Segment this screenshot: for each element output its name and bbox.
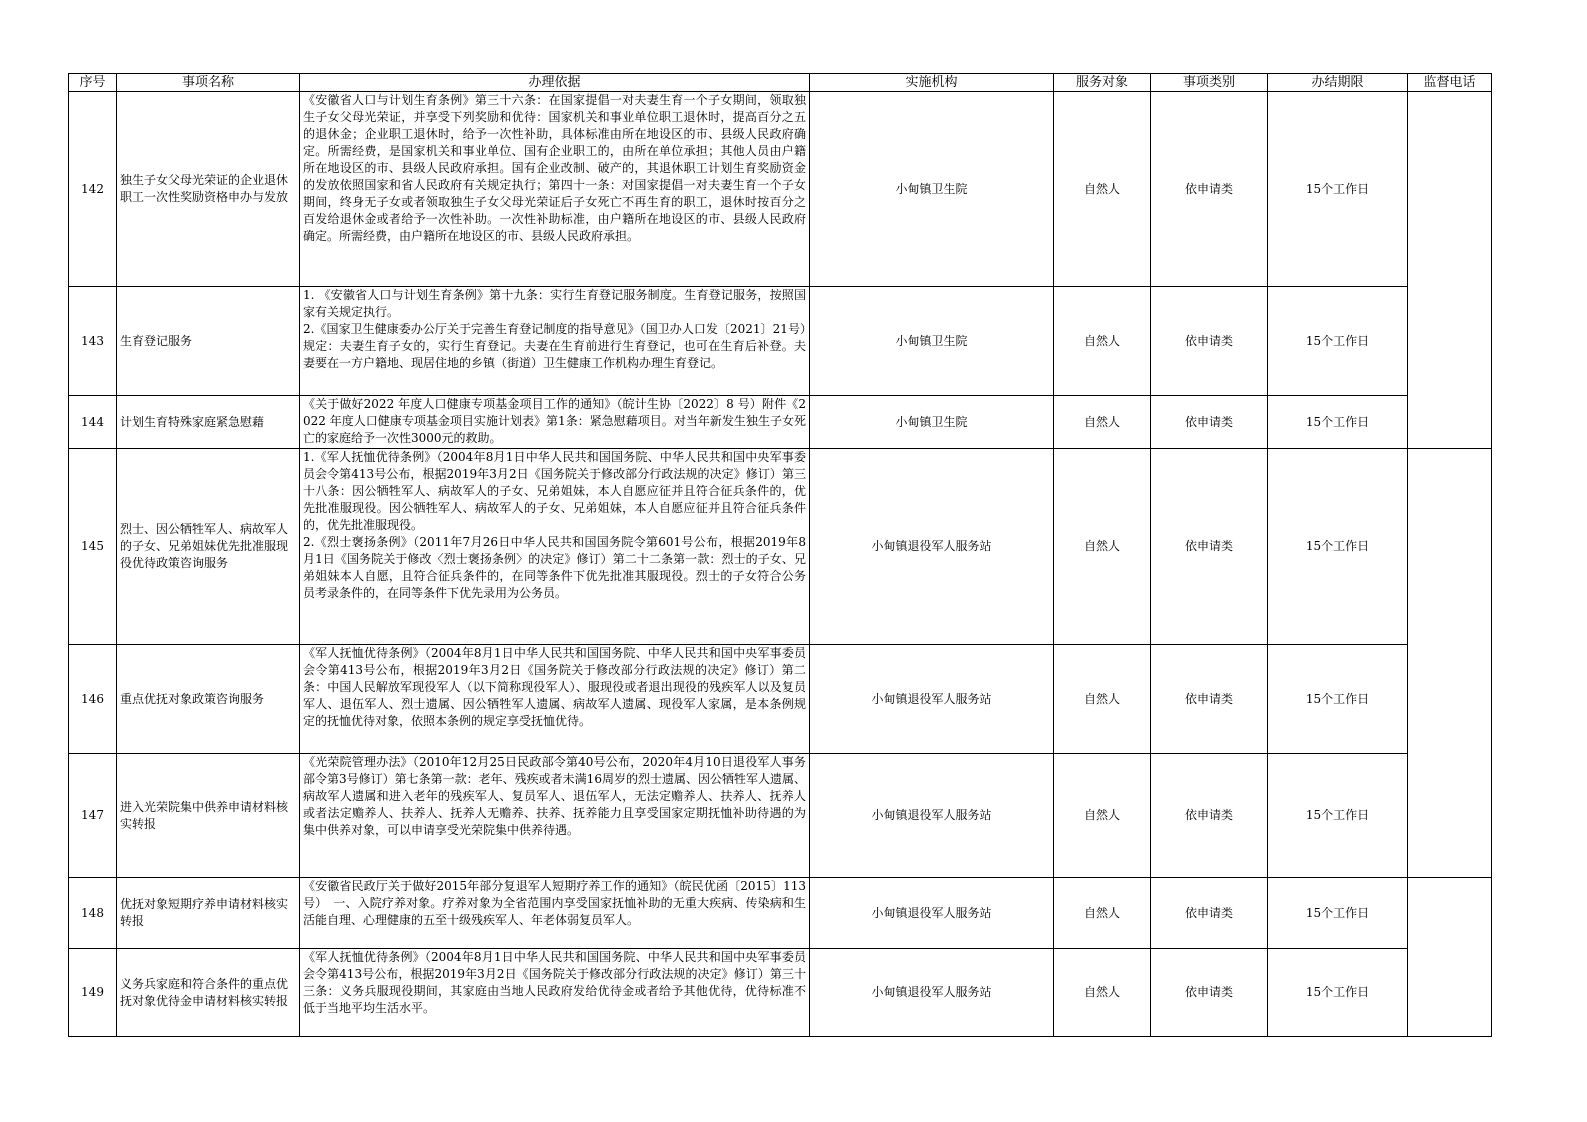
- item-type: 依申请类: [1151, 449, 1268, 645]
- implementing-agency: 小甸镇卫生院: [810, 92, 1054, 287]
- implementing-agency: 小甸镇退役军人服务站: [810, 878, 1054, 949]
- implementing-agency: 小甸镇退役军人服务站: [810, 449, 1054, 645]
- header-target: 服务对象: [1054, 74, 1151, 92]
- service-items-table: [68, 73, 1492, 1037]
- implementing-agency: 小甸镇卫生院: [810, 287, 1054, 396]
- row-number: 149: [69, 949, 117, 1037]
- legal-basis: [300, 949, 810, 1037]
- legal-basis-paragraph: 1. 《安徽省人口与计划生育条例》第十九条：实行生育登记服务制度。生育登记服务，按照国家有关规定执行。: [303, 288, 806, 319]
- item-name: 烈士、因公牺牲军人、病故军人的子女、兄弟姐妹优先批准服现役优待政策咨询服务: [117, 449, 300, 645]
- legal-basis-paragraph: 《安徽省人口与计划生育条例》第三十六条：在国家提倡一对夫妻生育一个子女期间，领取独生子女父母光荣证，并享受下列奖励和优待：国家机关和事业单位职工退休时，提高百分之五的退休金；企业职工退休时，给予一次性补助，具体标准由所在地设区的市、县级人民政府确定。所需经费，是国家机关和事业单位、国有企业职工的，由所在单位承担；其他人员由户籍所在地设区的市、县级人民政府承担。国有企业改制、破产的，其退休职工计划生育奖励资金的发放依照国家和省人民政府有关规定执行；第四十一条：对国家提倡一对夫妻生育一个子女期间，终身无子女或者领取独生子女父母光荣证后子女死亡不再生育的职工，退休时按百分之百发给退休金或者给予一次性补助。一次性补助标准，由户籍所在地设区的市、县级人民政府确定。所需经费，由户籍所在地设区的市、县级人民政府承担。: [303, 93, 806, 243]
- implementing-agency: 小甸镇退役军人服务站: [810, 754, 1054, 878]
- service-target: 自然人: [1054, 754, 1151, 878]
- table-row: [69, 949, 1492, 1037]
- item-name: 独生子女父母光荣证的企业退休职工一次性奖励资格申办与发放: [117, 92, 300, 287]
- header-deadline: 办结期限: [1268, 74, 1408, 92]
- header-row: [69, 74, 1492, 92]
- header-type: 事项类别: [1151, 74, 1268, 92]
- row-number: 148: [69, 878, 117, 949]
- legal-basis-paragraph: 2.《烈士褒扬条例》（2011年7月26日中华人民共和国国务院令第601号公布，根据2019年8月1日《国务院关于修改〈烈士褒扬条例〉的决定》修订）第二十二条第一款：烈士的子女、兄弟姐妹本人自愿，且符合征兵条件的，在同等条件下优先批准其服现役。烈士的子女符合公务员考录条件的，在同等条件下优先录用为公务员。: [303, 535, 806, 600]
- legal-basis-paragraph: 《关于做好2022 年度人口健康专项基金项目工作的通知》（皖计生协〔2022〕8 号）附件《2022 年度人口健康专项基金项目实施计划表》第1条：紧急慰藉项目。对当年新发生独生子女死亡的家庭给予一次性3000元的救助。: [303, 397, 806, 445]
- completion-deadline: 15个工作日: [1268, 287, 1408, 396]
- table-row: [69, 449, 1492, 645]
- implementing-agency: 小甸镇卫生院: [810, 396, 1054, 449]
- table-row: [69, 645, 1492, 754]
- header-no: 序号: [69, 74, 117, 92]
- row-number: 146: [69, 645, 117, 754]
- legal-basis: [300, 645, 810, 754]
- table-row: [69, 287, 1492, 396]
- implementing-agency: 小甸镇退役军人服务站: [810, 949, 1054, 1037]
- row-number: 147: [69, 754, 117, 878]
- service-target: 自然人: [1054, 287, 1151, 396]
- legal-basis-paragraph: 1.《军人抚恤优待条例》（2004年8月1日中华人民共和国国务院、中华人民共和国中央军事委员会令第413号公布，根据2019年3月2日《国务院关于修改部分行政法规的决定》修订）第三十八条：因公牺牲军人、病故军人的子女、兄弟姐妹，本人自愿应征并且符合征兵条件的，优先批准服现役。因公牺牲军人、病故军人的子女、兄弟姐妹，本人自愿应征并且符合征兵条件的，优先批准服现役。: [303, 450, 806, 532]
- header-agency: 实施机构: [810, 74, 1054, 92]
- item-name: 重点优抚对象政策咨询服务: [117, 645, 300, 754]
- completion-deadline: 15个工作日: [1268, 878, 1408, 949]
- completion-deadline: 15个工作日: [1268, 754, 1408, 878]
- completion-deadline: 15个工作日: [1268, 949, 1408, 1037]
- service-target: 自然人: [1054, 949, 1151, 1037]
- item-type: 依申请类: [1151, 92, 1268, 287]
- service-target: 自然人: [1054, 396, 1151, 449]
- header-basis: 办理依据: [300, 74, 810, 92]
- legal-basis: [300, 92, 810, 287]
- table-row: [69, 396, 1492, 449]
- legal-basis: [300, 878, 810, 949]
- completion-deadline: 15个工作日: [1268, 449, 1408, 645]
- completion-deadline: 15个工作日: [1268, 396, 1408, 449]
- supervision-phone-cell: [1408, 92, 1492, 449]
- item-name: 进入光荣院集中供养申请材料核实转报: [117, 754, 300, 878]
- legal-basis: [300, 754, 810, 878]
- legal-basis-paragraph: 《光荣院管理办法》（2010年12月25日民政部令第40号公布，2020年4月10日退役军人事务部令第3号修订）第七条第一款：老年、残疾或者未满16周岁的烈士遗属、因公牺牲军人遗属、病故军人遗属和进入老年的残疾军人、复员军人、退伍军人，无法定赡养人、扶养人、抚养人或者法定赡养人、扶养人、抚养人无赡养、扶养、抚养能力且享受国家定期抚恤补助待遇的为集中供养对象，可以申请享受光荣院集中供养待遇。: [303, 755, 806, 837]
- table-row: [69, 92, 1492, 287]
- item-name: 义务兵家庭和符合条件的重点优抚对象优待金申请材料核实转报: [117, 949, 300, 1037]
- supervision-phone-cell: [1408, 449, 1492, 878]
- item-type: 依申请类: [1151, 287, 1268, 396]
- item-name: 优抚对象短期疗养申请材料核实转报: [117, 878, 300, 949]
- legal-basis: [300, 449, 810, 645]
- supervision-phone-cell: [1408, 878, 1492, 1037]
- legal-basis-paragraph: 《军人抚恤优待条例》（2004年8月1日中华人民共和国国务院、中华人民共和国中央军事委员会令第413号公布，根据2019年3月2日《国务院关于修改部分行政法规的决定》修订）第三十三条：义务兵服现役期间，其家庭由当地人民政府发给优待金或者给予其他优待，优待标准不低于当地平均生活水平。: [303, 950, 806, 1015]
- completion-deadline: 15个工作日: [1268, 645, 1408, 754]
- table-row: [69, 878, 1492, 949]
- table-row: [69, 754, 1492, 878]
- completion-deadline: 15个工作日: [1268, 92, 1408, 287]
- legal-basis-paragraph: 《安徽省民政厅关于做好2015年部分复退军人短期疗养工作的通知》（皖民优函〔2015〕113号） 一、入院疗养对象。疗养对象为全省范围内享受国家抚恤补助的无重大疾病、传染病和生活能自理、心理健康的五至十级残疾军人、年老体弱复员军人。: [303, 879, 806, 927]
- implementing-agency: 小甸镇退役军人服务站: [810, 645, 1054, 754]
- legal-basis-paragraph: 2.《国家卫生健康委办公厅关于完善生育登记制度的指导意见》（国卫办人口发〔2021〕21号）规定：夫妻生育子女的，实行生育登记。夫妻在生育前进行生育登记，也可在生育后补登。夫妻要在一方户籍地、现居住地的乡镇（街道）卫生健康工作机构办理生育登记。: [303, 322, 806, 370]
- header-name: 事项名称: [117, 74, 300, 92]
- row-number: 144: [69, 396, 117, 449]
- row-number: 145: [69, 449, 117, 645]
- row-number: 142: [69, 92, 117, 287]
- item-type: 依申请类: [1151, 949, 1268, 1037]
- item-name: 生育登记服务: [117, 287, 300, 396]
- item-type: 依申请类: [1151, 878, 1268, 949]
- item-type: 依申请类: [1151, 645, 1268, 754]
- header-phone: 监督电话: [1408, 74, 1492, 92]
- item-name: 计划生育特殊家庭紧急慰藉: [117, 396, 300, 449]
- legal-basis: [300, 287, 810, 396]
- row-number: 143: [69, 287, 117, 396]
- legal-basis-paragraph: 《军人抚恤优待条例》（2004年8月1日中华人民共和国国务院、中华人民共和国中央军事委员会令第413号公布，根据2019年3月2日《国务院关于修改部分行政法规的决定》修订）第二条：中国人民解放军现役军人（以下简称现役军人）、服现役或者退出现役的残疾军人以及复员军人、退伍军人、烈士遗属、因公牺牲军人遗属、病故军人遗属、现役军人家属，是本条例规定的抚恤优待对象，依照本条例的规定享受抚恤优待。: [303, 646, 806, 728]
- service-target: 自然人: [1054, 92, 1151, 287]
- item-type: 依申请类: [1151, 754, 1268, 878]
- service-target: 自然人: [1054, 645, 1151, 754]
- service-target: 自然人: [1054, 449, 1151, 645]
- legal-basis: [300, 396, 810, 449]
- item-type: 依申请类: [1151, 396, 1268, 449]
- service-target: 自然人: [1054, 878, 1151, 949]
